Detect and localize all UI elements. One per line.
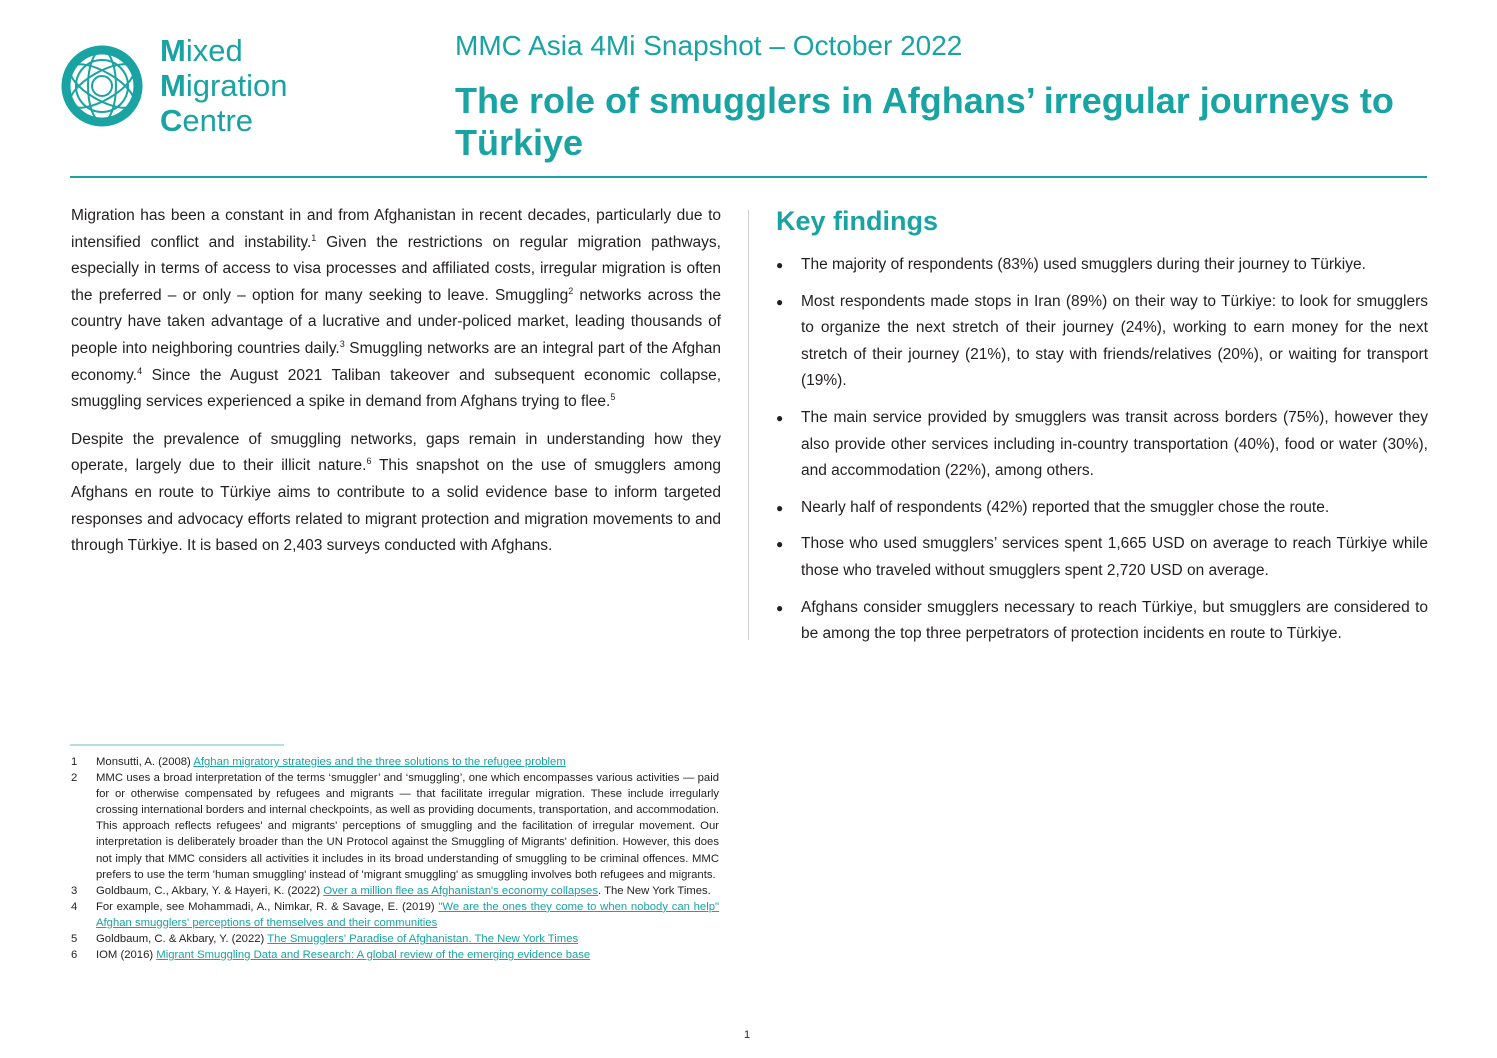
mmc-logo — [58, 34, 318, 144]
key-finding-text: Afghans consider smugglers necessary to reach Türkiye, but smugglers are considered to be among the top three perpetrators of protection incidents en route to Türkiye. — [801, 598, 1428, 643]
key-finding-text: Most respondents made stops in Iran (89%) on their way to Türkiye: to look for smugglers to organize the next stretch of their journey (24%), working to earn money for the next stretch of their journey (21%), to stay with friends/relatives (20%), or waiting for transport (19%). — [801, 292, 1428, 390]
logo-word-migration: Migration — [160, 68, 288, 103]
bullet-icon: ● — [776, 258, 784, 272]
key-finding-item — [776, 405, 1428, 485]
footnote-number: 2 — [71, 772, 78, 785]
footnote-ref: 4 — [137, 365, 143, 376]
key-finding-item — [776, 252, 1428, 279]
footnote-text: Goldbaum, C. & Akbary, Y. (2022) — [96, 933, 268, 946]
text-run: Migration has been a constant in and from Afghanistan in recent decades, particularly due to intensified conflict and instability. — [71, 207, 721, 251]
footnote-text: IOM (2016) — [96, 949, 157, 962]
footnotes — [71, 754, 719, 963]
text-run: Smuggling networks are an integral part of the Afghan economy. — [71, 339, 722, 384]
footnote-number: 4 — [71, 900, 78, 913]
footnote-link[interactable]: The Smugglers' Paradise of Afghanistan. The New York Times — [267, 933, 579, 946]
key-finding-item — [776, 595, 1428, 648]
text-run: networks across the country have taken advantage of a lucrative and under-policed market, leading thousands of people into neighboring countries daily. — [71, 286, 721, 357]
logo-word-centre: Centre — [160, 103, 254, 138]
footnote-link[interactable]: "We are the ones they come to when nobody can help" Afghan smugglers' perceptions of themselves and their communities — [96, 900, 719, 929]
footnote-number: 6 — [71, 949, 78, 962]
snapshot-subtitle: MMC Asia 4Mi Snapshot – October 2022 — [455, 30, 963, 61]
key-finding-text: Nearly half of respondents (42%) reported that the smuggler chose the route. — [801, 498, 1330, 516]
footnote-1 — [71, 754, 719, 770]
text-run: Given the restrictions on regular migration pathways, especially in terms of access to visa processes and affiliated costs, irregular migration is often the preferred – or only – option for many seeking to leave. Smuggling — [71, 233, 721, 304]
key-findings-list — [776, 252, 1428, 648]
key-finding-item — [776, 531, 1428, 584]
footnote-divider — [70, 744, 284, 746]
key-finding-text: The majority of respondents (83%) used smugglers during their journey to Türkiye. — [801, 256, 1366, 273]
key-finding-item — [776, 289, 1428, 395]
footnote-5 — [71, 931, 719, 947]
footnote-2 — [71, 770, 719, 883]
footnote-ref: 3 — [339, 338, 345, 349]
key-finding-text: Those who used smugglers’ services spent 1,665 USD on average to reach Türkiye while those who traveled without smugglers spent 2,720 USD on average. — [801, 535, 1428, 579]
page-number: 1 — [744, 1029, 751, 1041]
key-findings-heading: Key findings — [776, 206, 939, 236]
footnote-4 — [71, 899, 719, 931]
key-findings-section — [776, 200, 1428, 658]
bullet-icon: ● — [776, 600, 784, 615]
footnote-number: 3 — [71, 884, 78, 897]
footnote-text: Goldbaum, C., Akbary, Y. & Hayeri, K. (2022) — [96, 884, 324, 897]
footnote-number: 5 — [71, 933, 78, 946]
bullet-icon: ● — [776, 410, 784, 425]
footnote-text: For example, see Mohammadi, A., Nimkar, R. & Savage, E. (2019) — [96, 900, 439, 913]
text-run: Despite the prevalence of smuggling networks, gaps remain in understanding how they operate, largely due to their illicit nature. — [71, 430, 721, 475]
footnote-text: . The New York Times. — [598, 884, 711, 897]
logo-word-mixed: Mixed — [160, 33, 243, 68]
column-divider — [748, 210, 749, 640]
footnote-number: 1 — [71, 756, 78, 768]
globe-logo-icon — [58, 34, 150, 134]
text-run: Since the August 2021 Taliban takeover and subsequent economic collapse, smuggling services experienced a spike in demand from Afghans trying to flee. — [71, 366, 721, 411]
key-finding-item — [776, 495, 1428, 522]
footnote-text: Monsutti, A. (2008) — [96, 756, 194, 768]
document-title: The role of smugglers in Afghans’ irregular journeys to Türkiye — [455, 80, 1394, 163]
footnote-ref: 5 — [610, 392, 616, 402]
footnote-ref: 2 — [568, 285, 574, 296]
text-run: This snapshot on the use of smugglers among Afghans en route to Türkiye aims to contribute to a solid evidence base to inform targeted responses and advocacy efforts related to migrant protection and migration movements to and through Türkiye. It is based on 2,403 surveys conducted with Afghans. — [71, 457, 721, 555]
footnote-link[interactable]: Migrant Smuggling Data and Research: A global review of the emerging evidence base — [156, 949, 591, 962]
bullet-icon: ● — [776, 537, 784, 552]
bullet-icon: ● — [776, 500, 784, 515]
footnote-text: MMC uses a broad interpretation of the terms ‘smuggler’ and ‘smuggling’, one which encompasses various activities — paid for or otherwise compensated by refugees and migrants — that facilitate irregular migration. These include irregularly crossing international borders and internal checkpoints, as well as providing documents, transportation, and accommodation. This approach reflects refugees' and migrants' perceptions of smuggling and the facilitation of irregular movement. Our interpretation is deliberately broader than the UN Protocol against the Smuggling of Migrants' definition. However, this does not imply that MMC considers all activities it includes in its broad understanding of smuggling to be criminal offences. MMC prefers to use the term 'human smuggling' instead of 'migrant smuggling' as smuggling involves both refugees and migrants. — [96, 772, 719, 881]
header-divider — [70, 176, 1427, 178]
footnote-ref: 1 — [311, 232, 317, 243]
footnote-ref: 6 — [366, 456, 372, 467]
key-finding-text: The main service provided by smugglers was transit across borders (75%), however they also provide other services including in-country transportation (40%), food or water (30%), and accommodation (22%), among others. — [801, 408, 1428, 480]
footnote-link[interactable]: Over a million flee as Afghanistan's economy collapses — [323, 884, 598, 897]
intro-paragraph-1 — [71, 203, 721, 416]
intro-paragraph-2 — [71, 427, 721, 560]
intro-column — [71, 203, 721, 571]
bullet-icon: ● — [776, 294, 784, 309]
footnote-3 — [71, 883, 719, 899]
footnote-6 — [71, 947, 719, 963]
footnote-link[interactable]: Afghan migratory strategies and the three solutions to the refugee problem — [193, 756, 566, 768]
